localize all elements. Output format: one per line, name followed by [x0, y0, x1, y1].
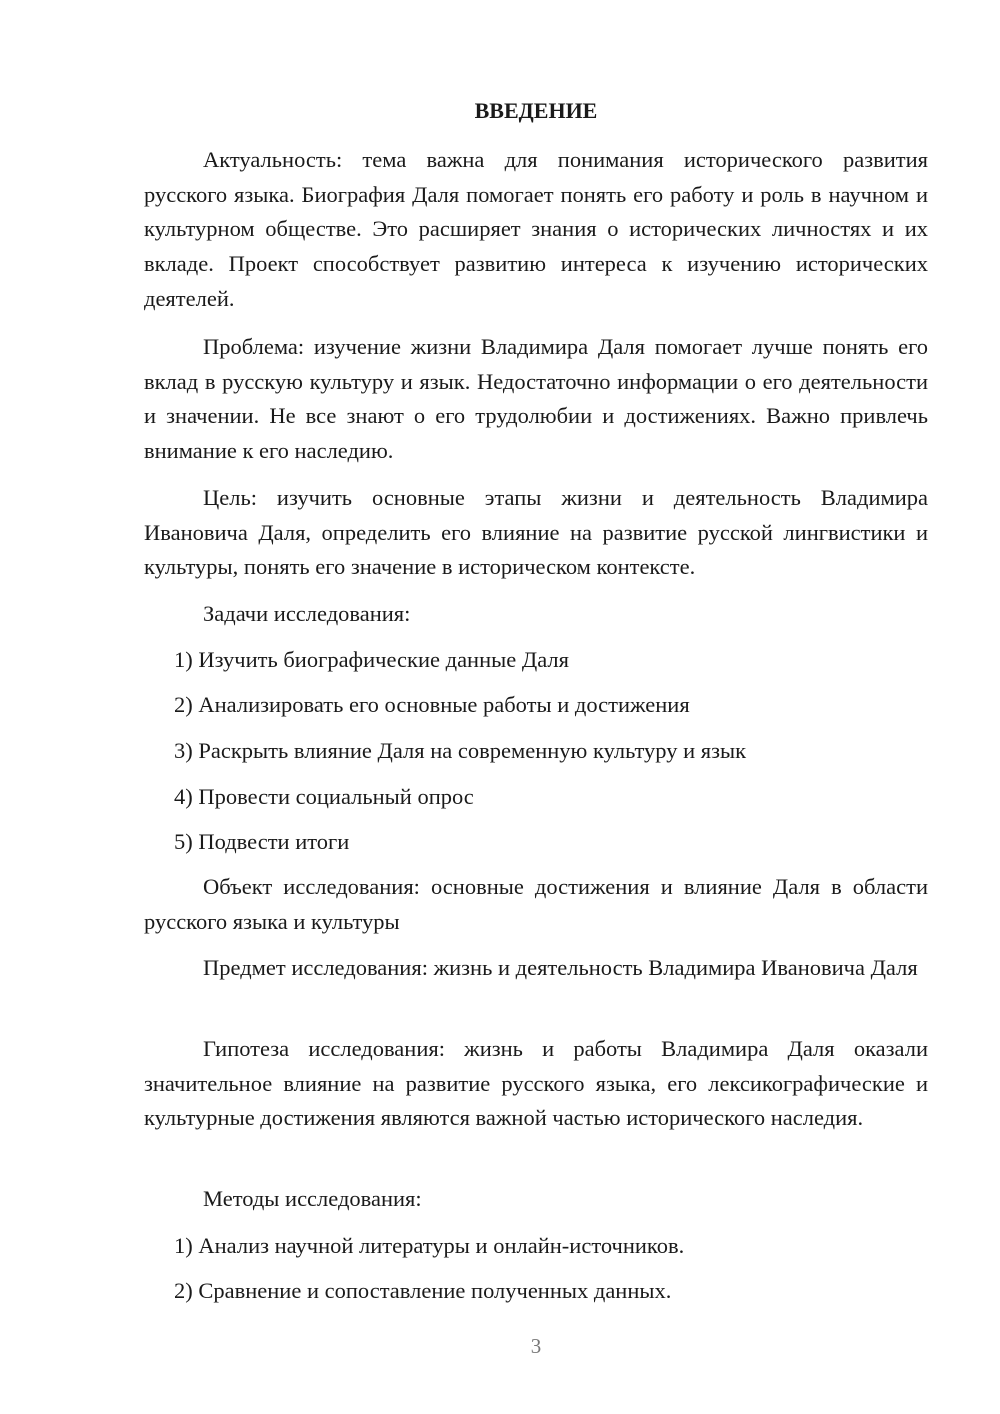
page-title: ВВЕДЕНИЕ [474, 98, 598, 123]
task-item-5: 5) Подвести итоги [174, 829, 350, 854]
subject-paragraph: Предмет исследования: жизнь и деятельность Владимира Ивановича Даля [203, 955, 918, 980]
task-item-4: 4) Провести социальный опрос [174, 784, 474, 809]
task-item-3: 3) Раскрыть влияние Даля на современную культуру и язык [174, 738, 747, 763]
page-number: 3 [530, 1334, 542, 1358]
tasks-heading: Задачи исследования: [203, 601, 411, 626]
problem-paragraph: Проблема: изучение жизни Владимира Даля помогает лучше понять его вклад в русскую культуру и язык. Недостаточно информации о его деятельности и значении. Не все знают о его трудолюбии и достижениях. Важно привлечь внимание к его наследию. [144, 334, 928, 464]
relevance-paragraph: Актуальность: тема важна для понимания исторического развития русского языка. Биография Даля помогает понять его работу и роль в научном и культурном обществе. Это расширяет знания о исторических личностях и их вкладе. Проект способствует развитию интереса к изучению исторических деятелей. [144, 147, 928, 311]
hypothesis-paragraph: Гипотеза исследования: жизнь и работы Владимира Даля оказали значительное влияние на развитие русского языка, его лексикографические и культурные достижения являются важной частью исторического наследия. [144, 1036, 928, 1131]
method-item-2: 2) Сравнение и сопоставление полученных данных. [174, 1278, 672, 1303]
goal-paragraph: Цель: изучить основные этапы жизни и деятельность Владимира Ивановича Даля, определить его влияние на развитие русской лингвистики и культуры, понять его значение в историческом контексте. [144, 485, 928, 580]
object-paragraph: Объект исследования: основные достижения и влияние Даля в области русского языка и культуры [144, 874, 928, 934]
task-item-1: 1) Изучить биографические данные Даля [174, 647, 569, 672]
task-item-2: 2) Анализировать его основные работы и достижения [174, 692, 690, 717]
method-item-1: 1) Анализ научной литературы и онлайн-источников. [174, 1233, 685, 1258]
methods-heading: Методы исследования: [203, 1186, 422, 1211]
